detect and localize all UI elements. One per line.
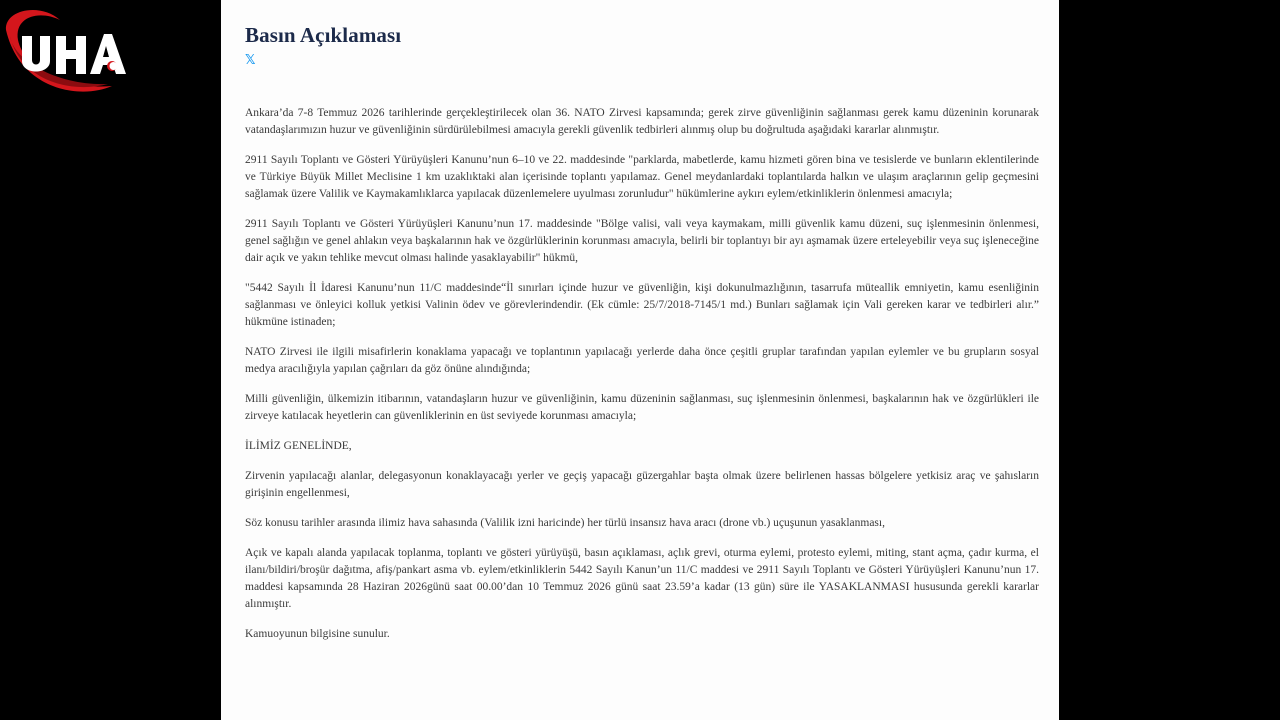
paragraph-8: Zirvenin yapılacağı alanlar, delegasyonun konaklayacağı yerler ve geçiş yapacağı güzergahlar başta olmak üzere belirlenen hassas bölgelere yetkisiz araç ve şahısların girişinin engellenmesi, xyxy=(245,470,1039,499)
paragraph-10: Açık ve kapalı alanda yapılacak toplanma, toplantı ve gösteri yürüyüşü, basın açıklaması, açlık grevi, oturma eylemi, protesto eylemi, miting, stant açma, çadır kurma, el ilanı/bildiri/broşür dağıtma, afiş/pankart asma vb. eylem/etkinliklerin 5442 Sayılı Kanun’un 11/C maddesi ve 2911 Sayılı Toplantı ve Gösteri Yürüyüşleri Kanunu’nun 17. maddesi kapsamında 28 Haziran 2026günü saat 00.00’dan 10 Temmuz 2026 günü saat 23.59’a kadar (13 gün) süre ile YASAKLANMASI hususunda gerekli kararlar alınmıştır. xyxy=(245,547,1039,610)
paragraph-1: Ankara’da 7-8 Temmuz 2026 tarihlerinde gerçekleştirilecek olan 36. NATO Zirvesi kapsamında; gerek zirve güvenliğinin sağlanması gerek kamu düzeninin korunarak vatandaşlarımızın huzur ve güvenliğinin sürdürülebilmesi amacıyla gerekli güvenlik tedbirleri alınmış olup bu doğrultuda aşağıdaki kararlar alınmıştır. xyxy=(245,107,1039,136)
closing-line: Kamuoyunun bilgisine sunulur. xyxy=(245,628,390,640)
document-body xyxy=(245,105,1039,643)
uha-logo-icon xyxy=(0,0,140,100)
paragraph-4: "5442 Sayılı İl İdaresi Kanunu’nun 11/C maddesinde“İl sınırları içinde huzur ve güvenliğin, kişi dokunulmazlığının, tasarrufa müteallik emniyetin, kamu esenliğinin sağlanması ve önleyici kolluk yetkisi Valinin ödev ve görevlerindendir. (Ek cümle: 25/7/2018-7145/1 md.) Bunları sağlamak için Vali gereken karar ve tedbirleri alır.” hükmüne istinaden; xyxy=(245,282,1039,328)
paragraph-5: NATO Zirvesi ile ilgili misafirlerin konaklama yapacağı ve toplantının yapılacağı yerlerde daha önce çeşitli gruplar tarafından yapılan eylemler ve bu grupların sosyal medya aracılığıyla yapılan çağrıları da göz önüne alındığında; xyxy=(245,346,1039,375)
paragraph-6: Milli güvenliğin, ülkemizin itibarının, vatandaşların huzur ve güvenliğinin, kamu düzeninin sağlanması, suç işlenmesinin önlenmesi, başkalarının hak ve özgürlükleri ile zirveye katılacak heyetlerin can güvenliklerinin en üst seviyede korunması amacıyla; xyxy=(245,393,1039,422)
paragraph-9: Söz konusu tarihler arasında ilimiz hava sahasında (Valilik izni haricinde) her türlü insansız hava aracı (drone vb.) uçuşunun yasaklanması, xyxy=(245,517,885,529)
press-release-page xyxy=(221,0,1059,720)
uha-logo xyxy=(0,0,140,100)
page-title: Basın Açıklaması xyxy=(245,23,402,47)
section-heading: İLİMİZ GENELİNDE, xyxy=(245,440,352,452)
x-share-icon[interactable]: 𝕏 xyxy=(245,53,256,68)
paragraph-2: 2911 Sayılı Toplantı ve Gösteri Yürüyüşleri Kanunu’nun 6–10 ve 22. maddesinde "parklarda, mabetlerde, kamu hizmeti gören bina ve tesislerde ve bunların eklentilerinde ve Türkiye Büyük Millet Meclisine 1 km uzaklıktaki alan içerisinde toplantı yapılamaz. Genel meydanlardaki toplantılarda halkın ve ulaşım araçlarının gelip geçmesini sağlamak üzere Valilik ve Kaymakamlıklarca yapılacak düzenlemelere uyulması zorunludur" hükümlerine aykırı eylem/etkinliklerin önlenmesi amacıyla; xyxy=(245,154,1039,200)
paragraph-3: 2911 Sayılı Toplantı ve Gösteri Yürüyüşleri Kanunu’nun 17. maddesinde "Bölge valisi, vali veya kaymakam, milli güvenlik kamu düzeni, suç işlenmesinin önlenmesi, genel sağlığın ve genel ahlakın veya başkalarının hak ve özgürlüklerinin korunması amacıyla, belirli bir toplantıyı bir ayı aşmamak üzere erteleyebilir veya suç işleneceğine dair açık ve yakın tehlike mevcut olması halinde yasaklayabilir" hükmü, xyxy=(245,218,1039,264)
